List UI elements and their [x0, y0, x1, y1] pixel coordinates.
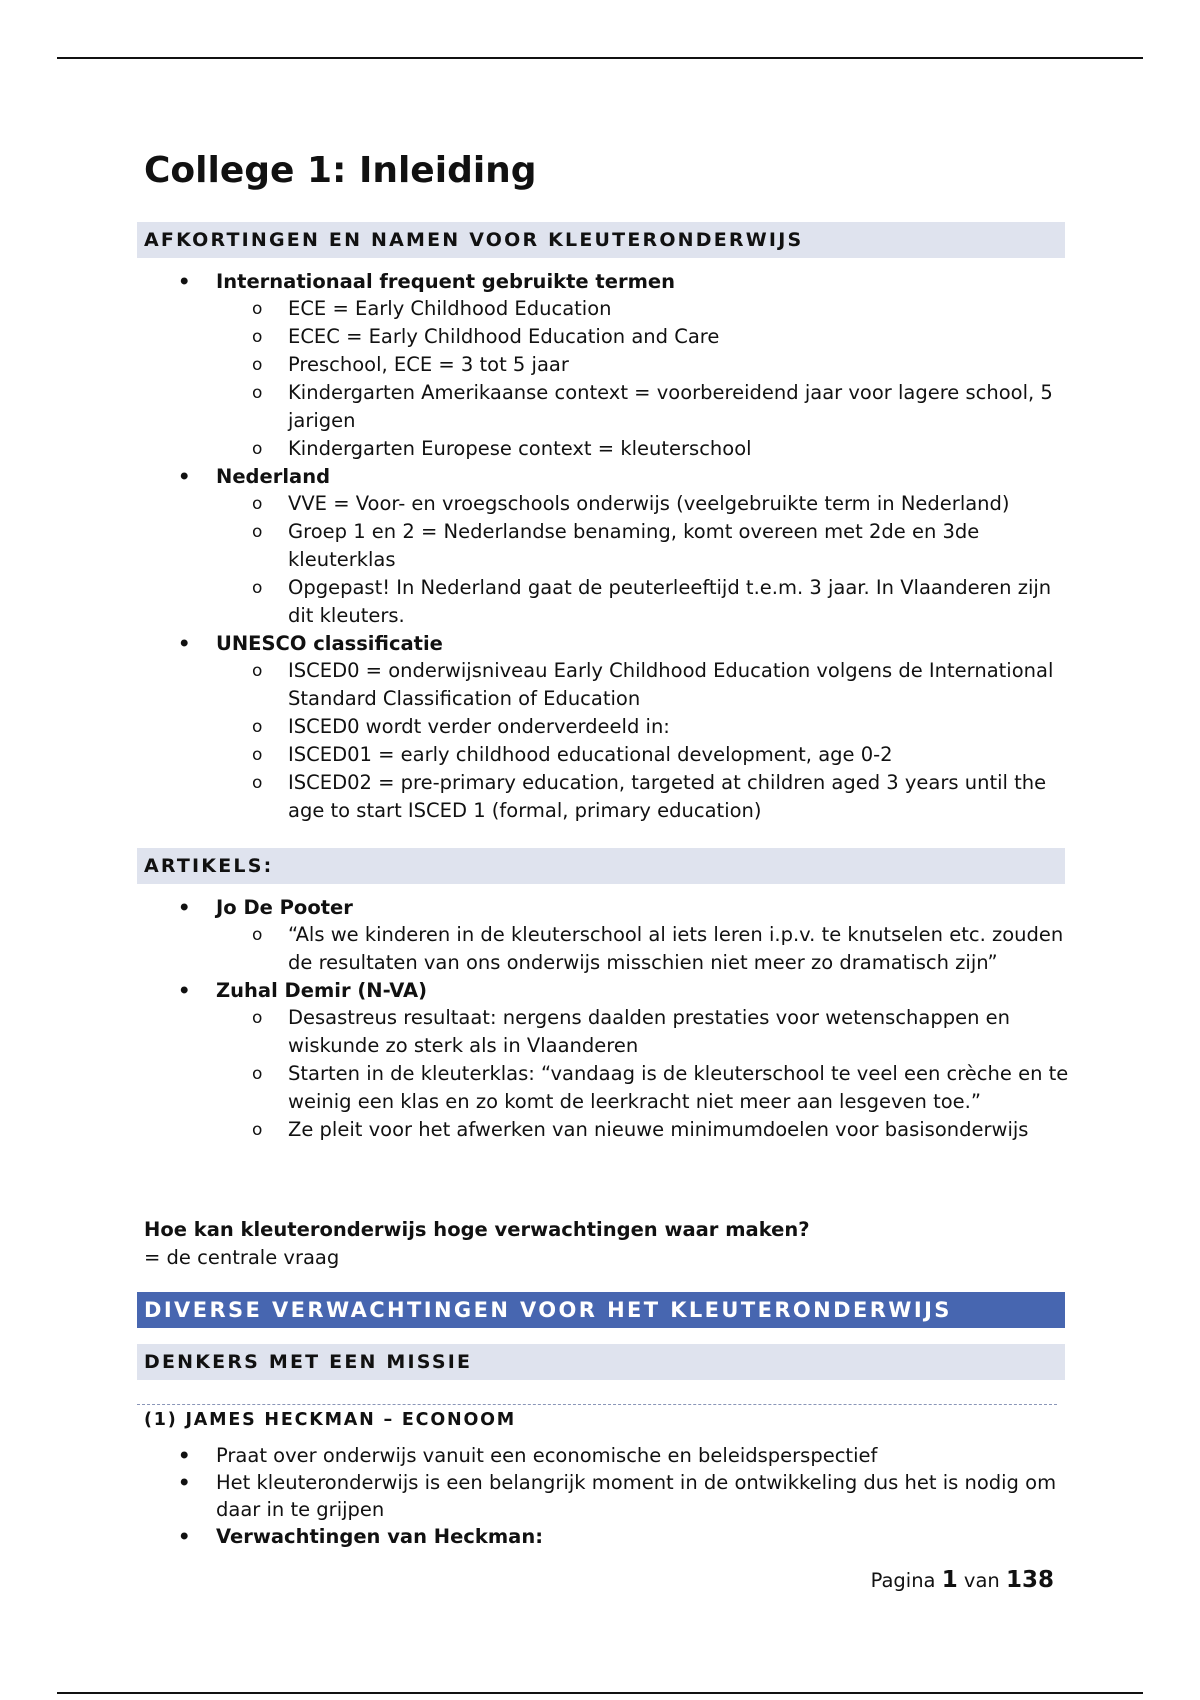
list-item: • UNESCO classificatie: [178, 632, 443, 655]
list-subitem: o ECE = Early Childhood Education: [0, 295, 1200, 323]
bottom-rule: [57, 1692, 1143, 1694]
denkers-list: [0, 1442, 1200, 1550]
section-header-afkortingen: AFKORTINGEN EN NAMEN VOOR KLEUTERONDERWIJS: [137, 222, 1065, 258]
list-subitem: o Desastreus resultaat: nergens daalden prestaties voor wetenschappen en wiskunde zo sterk als in Vlaanderen: [252, 1006, 1011, 1057]
list-subitem: o Starten in de kleuterklas: “vandaag is de kleuterschool te veel een crèche en te weinig een klas en zo komt de leerkracht niet meer aan lesgeven toe.”: [252, 1062, 1069, 1113]
list-subitem: o Groep 1 en 2 = Nederlandse benaming, komt overeen met 2de en 3de kleuterklas: [252, 520, 980, 571]
circle-bullet-icon: o: [252, 522, 263, 542]
list-subitem: o Opgepast! In Nederland gaat de peuterleeftijd t.e.m. 3 jaar. In Vlaanderen zijn dit kleuters.: [252, 576, 1052, 627]
circle-bullet-icon: o: [252, 578, 263, 598]
list-subitem: o Kindergarten Amerikaanse context = voorbereidend jaar voor lagere school, 5 jarigen: [252, 381, 1053, 432]
artikels-list: [0, 894, 1200, 1144]
central-question-answer: = de centrale vraag: [144, 1246, 340, 1269]
bullet-icon: •: [178, 632, 191, 655]
bullet-icon: •: [178, 979, 191, 1002]
page-title: College 1: Inleiding: [144, 150, 537, 191]
circle-bullet-icon: o: [252, 494, 263, 514]
list-subitem: o Ze pleit voor het afwerken van nieuwe minimumdoelen voor basisonderwijs: [0, 1116, 1200, 1144]
list-subitem: o ISCED0 = onderwijsniveau Early Childhood Education volgens de International Standard Classification of Education: [252, 659, 1054, 710]
circle-bullet-icon: o: [252, 745, 263, 765]
section-header-diverse: DIVERSE VERWACHTINGEN VOOR HET KLEUTERONDERWIJS: [137, 1292, 1065, 1328]
list-subitem: o Kindergarten Europese context = kleuterschool: [0, 435, 1200, 463]
circle-bullet-icon: o: [252, 327, 263, 347]
list-subitem: o ECEC = Early Childhood Education and Care: [0, 323, 1200, 351]
list-subitem: o Preschool, ECE = 3 tot 5 jaar: [0, 351, 1200, 379]
list-item: • Praat over onderwijs vanuit een economische en beleidsperspectief: [178, 1444, 878, 1467]
list-item: • Verwachtingen van Heckman:: [178, 1525, 543, 1548]
circle-bullet-icon: o: [252, 1008, 263, 1028]
list-item: • Zuhal Demir (N-VA): [178, 979, 428, 1002]
circle-bullet-icon: o: [252, 383, 263, 403]
list-item: • Nederland: [178, 465, 331, 488]
afkortingen-list: [0, 268, 1200, 825]
section-header-denkers: DENKERS MET EEN MISSIE: [137, 1344, 1065, 1380]
list-subitem: o VVE = Voor- en vroegschools onderwijs (veelgebruikte term in Nederland): [0, 490, 1200, 518]
list-subitem: o ISCED02 = pre-primary education, targeted at children aged 3 years until the age to start ISCED 1 (formal, primary education): [252, 771, 1047, 822]
subheader-heckman: (1) JAMES HECKMAN – ECONOOM: [144, 1410, 517, 1430]
list-item: • Jo De Pooter: [178, 896, 353, 919]
circle-bullet-icon: o: [252, 439, 263, 459]
circle-bullet-icon: o: [252, 773, 263, 793]
bullet-icon: •: [178, 465, 191, 488]
top-rule: [57, 57, 1143, 59]
central-question: Hoe kan kleuteronderwijs hoge verwachtingen waar maken?: [144, 1218, 810, 1241]
section-header-artikels: ARTIKELS:: [137, 848, 1065, 884]
list-item: • Het kleuteronderwijs is een belangrijk moment in de ontwikkeling dus het is nodig om daar in te grijpen: [178, 1471, 1057, 1521]
circle-bullet-icon: o: [252, 925, 263, 945]
circle-bullet-icon: o: [252, 355, 263, 375]
circle-bullet-icon: o: [252, 1064, 263, 1084]
list-subitem: o ISCED0 wordt verder onderverdeeld in:: [0, 713, 1200, 741]
circle-bullet-icon: o: [252, 661, 263, 681]
bullet-icon: •: [178, 1525, 191, 1548]
page-number-footer: Pagina 1 van 138: [870, 1567, 1054, 1593]
dotted-divider: [137, 1404, 1057, 1405]
bullet-icon: •: [178, 1444, 191, 1467]
list-subitem: o “Als we kinderen in de kleuterschool al iets leren i.p.v. te knutselen etc. zouden de resultaten van ons onderwijs misschien niet meer zo dramatisch zijn”: [252, 923, 1064, 974]
circle-bullet-icon: o: [252, 717, 263, 737]
list-item: • Internationaal frequent gebruikte termen: [178, 270, 676, 293]
bullet-icon: •: [178, 1471, 191, 1494]
circle-bullet-icon: o: [252, 1120, 263, 1140]
bullet-icon: •: [178, 270, 191, 293]
list-subitem: o ISCED01 = early childhood educational development, age 0-2: [0, 741, 1200, 769]
bullet-icon: •: [178, 896, 191, 919]
circle-bullet-icon: o: [252, 299, 263, 319]
